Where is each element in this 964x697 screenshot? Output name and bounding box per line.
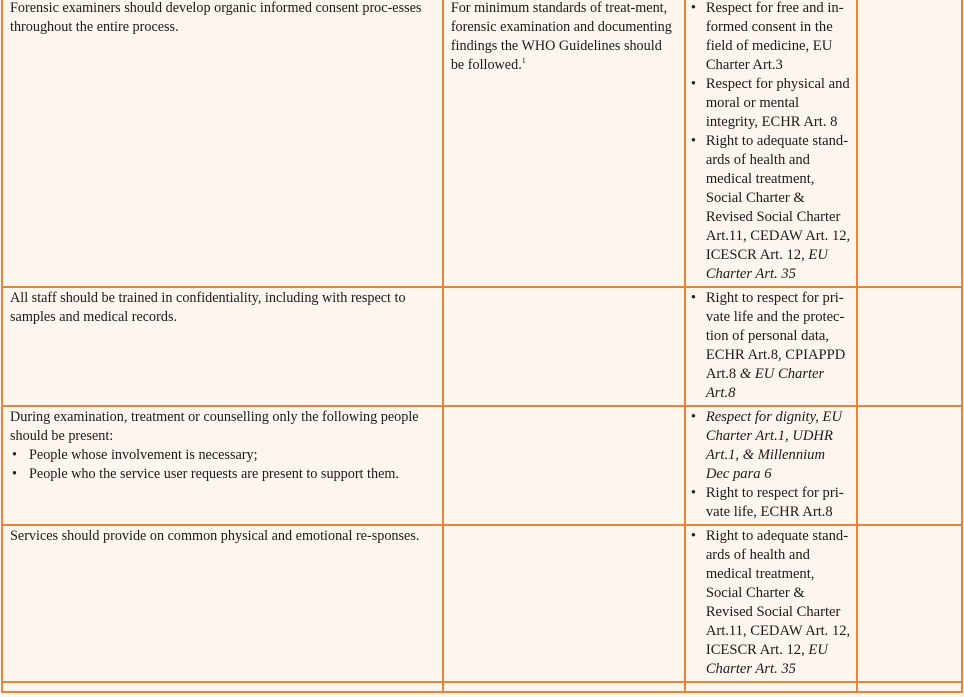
guidance-cell: [443, 0, 685, 287]
standard-text: Forensic examiners should develop organic informed consent proc-esses throughout the entire process.: [10, 0, 422, 35]
right-text: Right to adequate stand-ards of health and medical treatment, Social Charter & Revised Social Charter Art.11, CEDAW Art. 12, ICESCR Art. 12,: [705, 528, 851, 658]
list-item: [688, 408, 852, 484]
list-item: [10, 465, 436, 484]
list-item: [688, 527, 852, 679]
empty-cell: [443, 682, 685, 692]
rights-cell: [685, 406, 857, 525]
guidance-cell: [443, 287, 685, 406]
list-item: [10, 446, 436, 465]
rights-list: [688, 527, 852, 679]
right-text-italic: & EU Charter Art.8: [705, 366, 825, 401]
footnote-marker: 1: [521, 56, 526, 65]
list-item: [688, 289, 852, 403]
table-row: [2, 682, 962, 692]
right-text: Right to respect for pri-vate life and the protec-tion of personal data, ECHR Art.8, CPIAPPD Art.8: [705, 290, 846, 382]
rights-cell: [685, 287, 857, 406]
standard-cell: [2, 287, 443, 406]
bullet-text: People who the service user requests are present to support them.: [29, 466, 399, 482]
empty-cell: [857, 0, 962, 287]
rights-list: [688, 289, 852, 403]
empty-cell: [857, 525, 962, 682]
empty-cell: [857, 406, 962, 525]
bullet-text: People whose involvement is necessary;: [29, 447, 258, 463]
empty-cell: [2, 682, 443, 692]
list-item: [688, 75, 852, 132]
guidance-cell: [443, 525, 685, 682]
standards-table: [1, 0, 963, 693]
rights-list: [688, 408, 852, 522]
standard-text: All staff should be trained in confidentiality, including with respect to samples and medical records.: [10, 290, 406, 325]
right-text-italic: EU Charter Art. 35: [705, 247, 828, 282]
list-item: [688, 0, 852, 75]
standard-cell: [2, 0, 443, 287]
table-row: [2, 0, 962, 287]
right-text: Right to respect for pri-vate life, ECHR Art.8: [705, 485, 844, 520]
right-text-italic: EU Charter Art. 35: [705, 642, 828, 677]
table-row: [2, 525, 962, 682]
rights-list: [688, 0, 852, 284]
list-item: [688, 484, 852, 522]
empty-cell: [857, 287, 962, 406]
table-row: [2, 406, 962, 525]
rights-cell: [685, 525, 857, 682]
empty-cell: [685, 682, 857, 692]
right-text: Respect for physical and moral or mental integrity, ECHR Art. 8: [705, 76, 850, 130]
guidance-cell: [443, 406, 685, 525]
standard-cell: [2, 525, 443, 682]
standard-cell: [2, 406, 443, 525]
right-text: Right to adequate stand-ards of health and medical treatment, Social Charter & Revised Social Charter Art.11, CEDAW Art. 12, ICESCR Art. 12,: [705, 133, 851, 263]
rights-cell: [685, 0, 857, 287]
empty-cell: [857, 682, 962, 692]
list-item: [688, 132, 852, 284]
table-row: [2, 287, 962, 406]
right-text: Respect for free and in-formed consent in the field of medicine, EU Charter Art.3: [705, 0, 844, 73]
standard-bullets: [10, 446, 436, 484]
right-text-italic: Respect for dignity, EU Charter Art.1, UDHR Art.1, & Millennium Dec para 6: [705, 409, 843, 482]
standard-text: Services should provide on common physical and emotional re-sponses.: [10, 528, 420, 544]
standard-text: During examination, treatment or counselling only the following people should be present:: [10, 409, 419, 444]
guidance-text: For minimum standards of treat-ment, forensic examination and documenting findings the WHO Guidelines should be followed.: [450, 0, 672, 73]
